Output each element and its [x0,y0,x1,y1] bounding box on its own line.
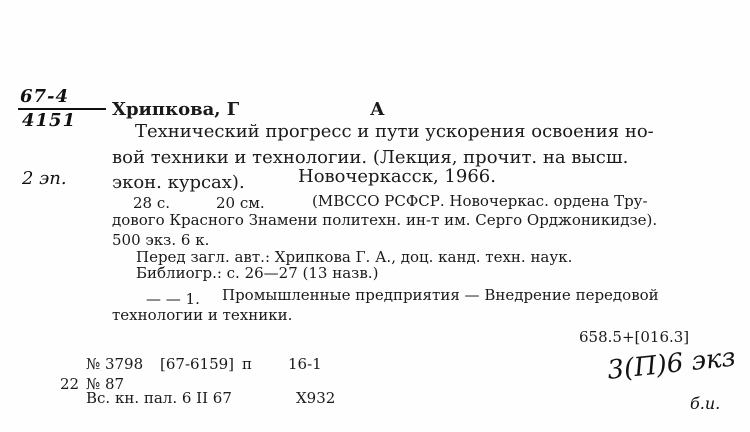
registration-number: № 3798 [86,355,144,373]
registration-ref: 16-1 [288,355,322,373]
subject-heading-line-1: Промышленные предприятия — Внедрение передовой [222,286,659,304]
print-run-price: 500 экз. 6 к. [112,231,210,249]
handwritten-inventory-note: 3(П)6 экз [606,342,738,386]
handwritten-inventory-subnote: б.и. [690,394,721,413]
chamber-code: Х932 [296,389,336,407]
size: 20 см. [216,194,265,212]
subject-number: — — 1. [146,290,200,308]
imprint-place-year: Новочеркасск, 1966. [298,166,496,187]
classification-code: 658.5+[016.3] [579,328,690,346]
title-line-2: вой техники и технологии. (Лекция, прочит. на высш. [112,147,629,168]
registration-mark: п [242,355,252,373]
author-note: Перед загл. авт.: Хрипкова Г. А., доц. канд. техн. наук. [136,248,573,266]
book-chamber-stamp: Вс. кн. пал. 6 II 67 [86,389,232,407]
registration-code: [67-6159] [160,355,235,373]
bibliography-note: Библиогр.: с. 26—27 (13 назв.) [136,264,379,282]
side-number: 22 [60,375,80,393]
catalog-letter: А [370,99,385,120]
handwritten-copies-note: 2 эп. [22,168,67,189]
title-line-1: Технический прогресс и пути ускорения освоения но- [135,121,654,142]
series-line-1: (МВССО РСФСР. Новочеркас. ордена Тру- [312,192,648,210]
handwritten-call-number-bottom: 4151 [22,110,77,131]
series-line-2: дового Красного Знамени политехн. ин-т им. Серго Орджоникидзе). [112,211,658,229]
subject-heading-line-2: технологии и техники. [112,306,293,324]
pages-count: 28 с. [133,194,171,212]
order-number: № 87 [86,375,125,393]
author-heading: Хрипкова, Г [112,99,240,120]
title-line-3a: экон. курсах). [112,172,245,193]
handwritten-call-number-top: 67-4 [20,86,70,107]
